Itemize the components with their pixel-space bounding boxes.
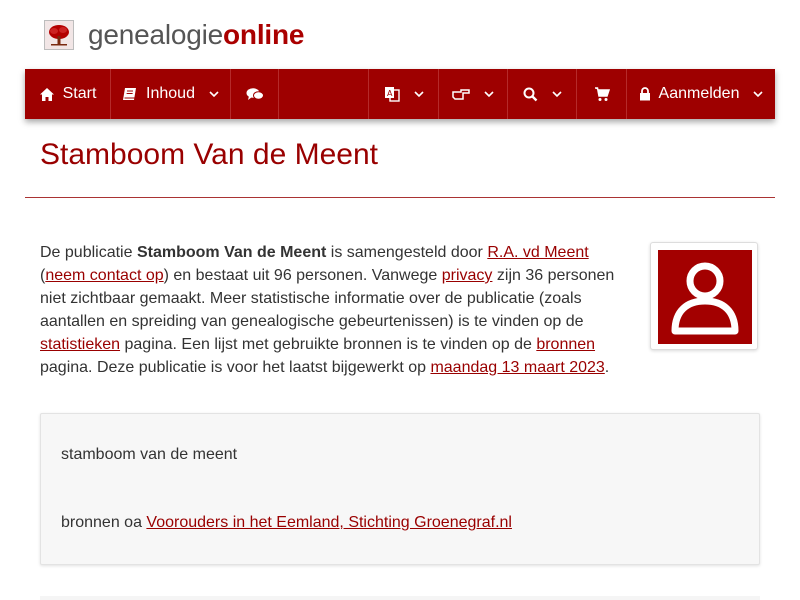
user-silhouette-icon [658,250,752,344]
chevron-down-icon [209,91,219,98]
last-updated-link[interactable]: maandag 13 maart 2023 [430,359,605,376]
book-icon [122,87,138,102]
intro-text: . [604,359,610,376]
site-name-part1: genealogie [88,19,224,50]
intro-text: ) en bestaat uit 96 personen. Vanwege [163,267,442,284]
translate-icon [384,86,400,102]
page-title: Stamboom Van de Meent [40,138,378,171]
nav-spacer [279,69,369,119]
lock-icon [639,87,651,101]
nav-inhoud[interactable] [111,69,231,119]
publication-description [40,241,630,379]
chevron-down-icon [484,91,494,98]
nav-inhoud-label: Inhoud [146,85,195,102]
publication-name: Stamboom Van de Meent [136,244,327,261]
nav-search[interactable] [508,69,577,119]
site-brand[interactable] [44,18,304,52]
publication-sources [61,514,512,532]
hand-pointer-icon [452,87,470,101]
home-icon [39,87,55,102]
nav-forum[interactable] [231,69,279,119]
nav-aanmelden[interactable] [627,69,775,119]
nav-start[interactable] [25,69,111,119]
chevron-down-icon [753,91,763,98]
next-section-edge [40,596,760,600]
site-name [88,18,304,52]
intro-text: pagina. Deze publicatie is voor het laatst bijgewerkt op [40,359,431,376]
intro-text: ( [40,267,46,284]
svg-text:A: A [386,89,392,98]
chevron-down-icon [552,91,562,98]
comments-icon [246,87,264,102]
main-nav [25,69,775,119]
sources-prefix: bronnen oa [61,514,147,531]
intro-text: zijn 36 personen niet zichtbaar gemaakt. Meer statistische informatie over de publicatie (zoals aantallen en spreiding van genealogische gebeurtenissen) is te vinden op de [40,267,615,330]
publication-info-box [40,413,760,565]
intro-text: De publicatie [40,244,137,261]
shopping-cart-icon [594,87,610,102]
nav-share[interactable] [439,69,508,119]
sources-link[interactable]: bronnen [536,336,596,353]
tree-logo-icon [44,20,74,50]
intro-text: is samengesteld door [326,244,488,261]
sources-external-link[interactable]: Voorouders in het Eemland, Stichting Groenegraf.nl [146,514,512,531]
nav-aanmelden-label: Aanmelden [658,85,740,102]
contact-link[interactable]: neem contact op [45,267,164,284]
title-divider [25,197,775,198]
nav-shop[interactable] [577,69,627,119]
nav-start-label: Start [62,85,97,102]
publication-summary: stamboom van de meent [61,446,238,463]
site-name-part2: online [223,19,305,50]
chevron-down-icon [414,91,424,98]
nav-language[interactable] [369,69,439,119]
statistics-link[interactable]: statistieken [40,336,121,353]
search-icon [523,87,538,102]
author-link[interactable]: R.A. vd Meent [487,244,589,261]
intro-text: pagina. Een lijst met gebruikte bronnen is te vinden op de [120,336,537,353]
author-avatar[interactable] [650,242,758,350]
privacy-link[interactable]: privacy [441,267,493,284]
